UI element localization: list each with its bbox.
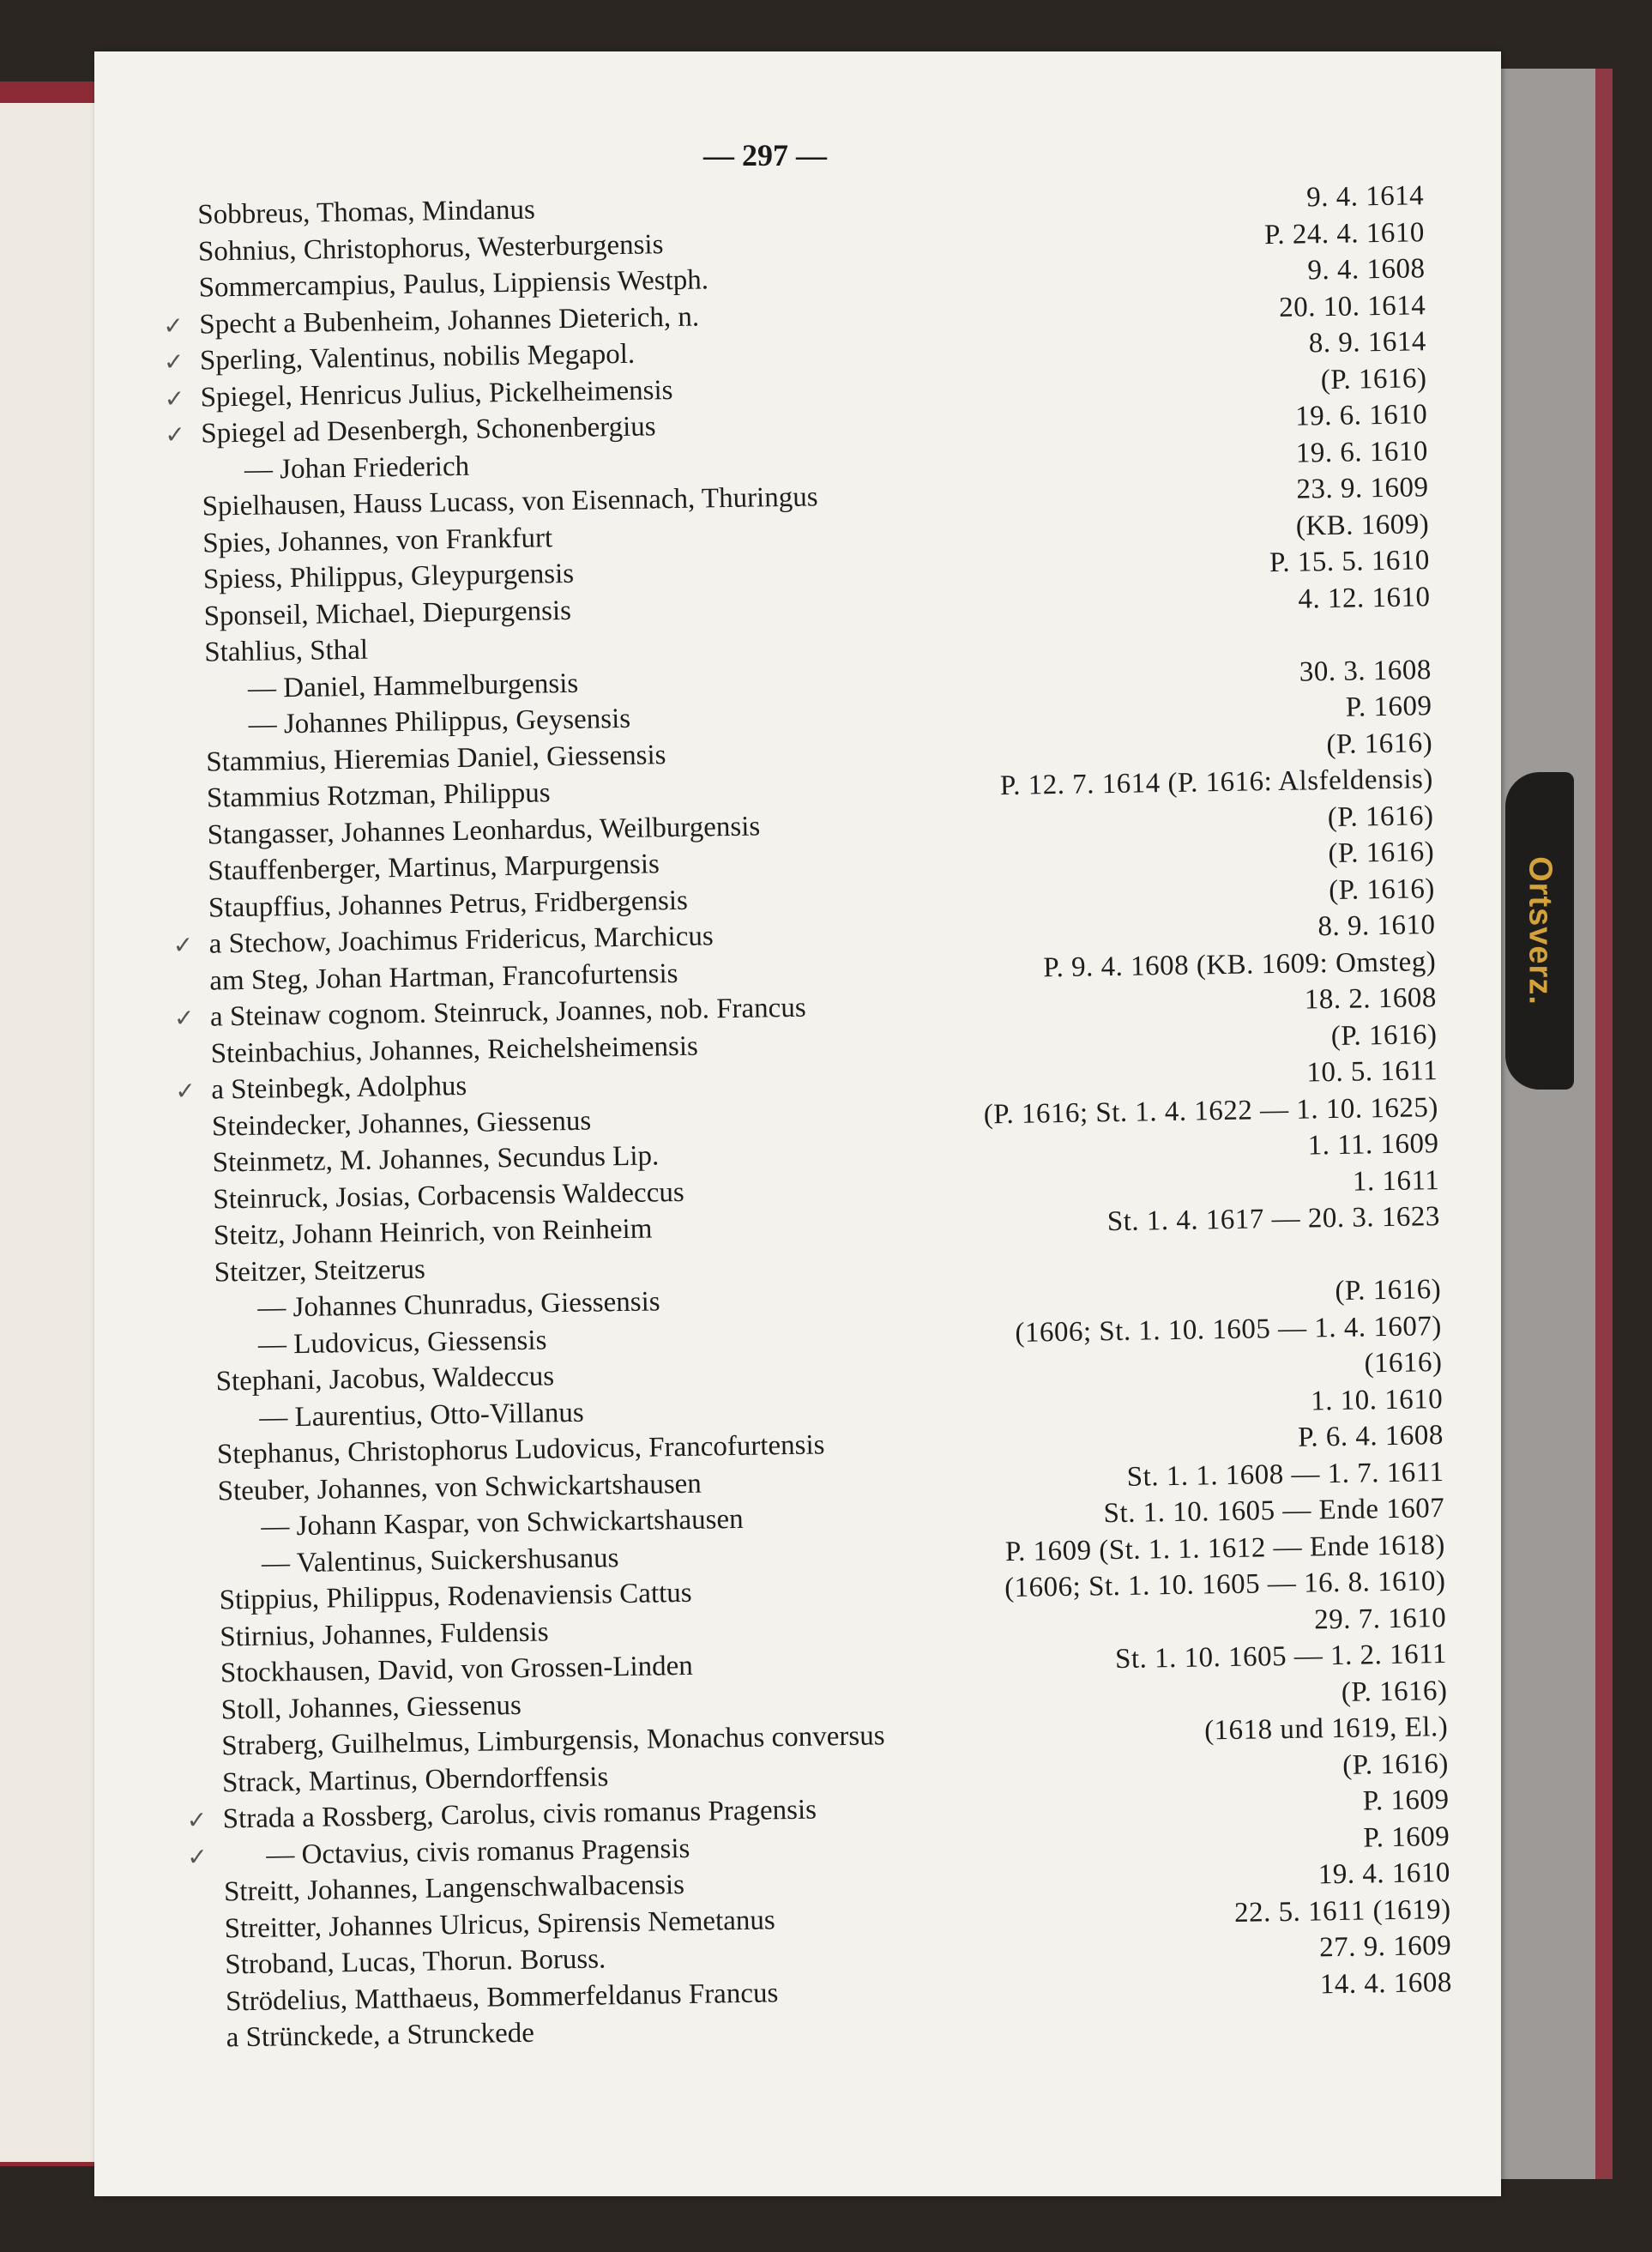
entry-list xyxy=(163,178,1453,2056)
entry-name: Steindecker, Johannes, Giessenus xyxy=(211,1105,592,1143)
entry-date: (P. 1616) xyxy=(1341,1748,1450,1781)
entry-name: Spies, Johannes, von Frankfurt xyxy=(202,522,553,559)
entry-name: Spiegel, Henricus Julius, Pickelheimensis xyxy=(200,374,673,414)
index-tab-label: Ortsverz. xyxy=(1522,856,1559,1005)
check-mark-icon: ✓ xyxy=(186,1807,208,1835)
entry-name: a Strünckede, a Strunckede xyxy=(226,2017,535,2054)
entry-date: P. 9. 4. 1608 (KB. 1609: Omsteg) xyxy=(1043,945,1437,983)
entry-name: Sperling, Valentinus, nobilis Megapol. xyxy=(199,338,636,377)
entry-name: Strack, Martinus, Oberndorffensis xyxy=(221,1760,609,1798)
entry-date: (P. 1616) xyxy=(1335,1274,1442,1307)
entry-date: (P. 1616) xyxy=(1328,836,1435,870)
entry-date: 9. 4. 1614 xyxy=(1305,180,1425,214)
entry-date: P. 1609 xyxy=(1363,1820,1450,1854)
entry-name: Strödelius, Matthaeus, Bommerfeldanus Francus xyxy=(225,1977,779,2017)
entry-name: Strada a Rossberg, Carolus, civis romanus Pragensis xyxy=(222,1794,817,1835)
entry-name: a Steinaw cognom. Steinruck, Joannes, nob. Francus xyxy=(209,992,806,1033)
entry-date: P. 6. 4. 1608 xyxy=(1297,1420,1444,1453)
entry-name: Steinruck, Josias, Corbacensis Waldeccus xyxy=(213,1176,684,1216)
check-mark-icon: ✓ xyxy=(173,1005,195,1033)
entry-name: — Laurentius, Otto-Villanus xyxy=(259,1397,584,1434)
entry-name: Steinmetz, M. Johannes, Secundus Lip. xyxy=(212,1140,660,1179)
entry-date: 8. 9. 1610 xyxy=(1317,909,1436,943)
check-mark-icon: ✓ xyxy=(172,932,194,960)
entry-name: — Valentinus, Suickershusanus xyxy=(261,1542,619,1579)
entry-name: a Stechow, Joachimus Fridericus, Marchicus xyxy=(208,921,714,960)
entry-date: (1606; St. 1. 10. 1605 — 1. 4. 1607) xyxy=(1015,1310,1443,1349)
entry-date: (P. 1616) xyxy=(1328,872,1436,906)
entry-date: 19. 6. 1610 xyxy=(1294,399,1428,432)
entry-name: Stirnius, Johannes, Fuldensis xyxy=(220,1615,549,1652)
entry-date: 1. 11. 1609 xyxy=(1307,1128,1439,1162)
check-mark-icon: ✓ xyxy=(164,385,185,413)
entry-date: St. 1. 10. 1605 — 1. 2. 1611 xyxy=(1114,1639,1448,1675)
entry-name: Steitzer, Steitzerus xyxy=(214,1253,426,1289)
check-mark-icon: ✓ xyxy=(163,312,184,340)
entry-date: (KB. 1609) xyxy=(1295,508,1430,542)
entry-name: Stauffenberger, Martinus, Marpurgensis xyxy=(208,848,660,887)
entry-date: 27. 9. 1609 xyxy=(1318,1929,1452,1964)
entry-date: St. 1. 10. 1605 — Ende 1607 xyxy=(1103,1493,1445,1530)
entry-name: Spielhausen, Hauss Lucass, von Eisennach, Thuringus xyxy=(202,481,818,522)
index-tab[interactable] xyxy=(1505,772,1574,1090)
entry-name: Stoll, Johannes, Giessenus xyxy=(220,1689,522,1725)
entry-date: P. 1609 xyxy=(1362,1784,1450,1817)
cover-edge xyxy=(1492,69,1595,2179)
entry-name: Steitz, Johann Heinrich, von Reinheim xyxy=(213,1213,653,1252)
entry-name: Staupffius, Johannes Petrus, Fridbergensis xyxy=(208,884,689,924)
entry-date: 14. 4. 1608 xyxy=(1319,1966,1453,2000)
entry-date: 22. 5. 1611 (1619) xyxy=(1233,1893,1451,1929)
entry-date: P. 1609 xyxy=(1345,691,1432,723)
entry-date: 1. 1611 xyxy=(1352,1164,1440,1198)
entry-date: 9. 4. 1608 xyxy=(1307,253,1426,287)
entry-date: (P. 1616) xyxy=(1327,800,1434,833)
entry-date: 1. 10. 1610 xyxy=(1310,1383,1444,1416)
entry-name: Sponseil, Michael, Diepurgensis xyxy=(203,595,572,632)
entry-name: Stangasser, Johannes Leonhardus, Weilburgensis xyxy=(207,810,761,851)
entry-date: (1618 und 1619, El.) xyxy=(1203,1712,1449,1747)
entry-name: Streitter, Johannes Ulricus, Spirensis Nemetanus xyxy=(224,1904,775,1944)
entry-name: am Steg, Johan Hartman, Francofurtensis xyxy=(209,957,678,997)
entry-date: St. 1. 1. 1608 — 1. 7. 1611 xyxy=(1126,1456,1444,1493)
entry-date: 30. 3. 1608 xyxy=(1299,654,1432,688)
entry-name: Stroband, Lucas, Thorun. Boruss. xyxy=(225,1943,606,1981)
check-mark-icon: ✓ xyxy=(175,1078,196,1106)
entry-name: Spiess, Philippus, Gleypurgensis xyxy=(202,558,575,595)
entry-date: (P. 1616) xyxy=(1330,1018,1438,1052)
entry-name: Steuber, Johannes, von Schwickartshausen xyxy=(217,1468,702,1506)
entry-name: — Johannes Philippus, Geysensis xyxy=(248,703,631,740)
entry-date: (P. 1616) xyxy=(1341,1675,1448,1708)
entry-name: Spiegel ad Desenbergh, Schonenbergius xyxy=(201,411,656,450)
entry-date: St. 1. 4. 1617 — 20. 3. 1623 xyxy=(1106,1201,1441,1238)
entry-name: — Daniel, Hammelburgensis xyxy=(247,667,579,704)
entry-name: — Johann Kaspar, von Schwickartshausen xyxy=(261,1503,744,1543)
entry-name: Stockhausen, David, von Grossen-Linden xyxy=(220,1650,694,1689)
entry-name: Stephani, Jacobus, Waldeccus xyxy=(215,1361,555,1398)
entry-name: — Ludovicus, Giessensis xyxy=(257,1324,547,1361)
entry-name: Stammius Rotzman, Philippus xyxy=(206,777,551,814)
entry-name: Stahlius, Sthal xyxy=(204,634,369,668)
entry-date: P. 1609 (St. 1. 1. 1612 — Ende 1618) xyxy=(1004,1529,1446,1567)
entry-date: (P. 1616; St. 1. 4. 1622 — 1. 10. 1625) xyxy=(983,1091,1439,1130)
entry-name: Specht a Bubenheim, Johannes Dieterich, n. xyxy=(199,301,700,341)
entry-date: P. 24. 4. 1610 xyxy=(1263,216,1426,251)
entry-date: 10. 5. 1611 xyxy=(1306,1055,1438,1089)
check-mark-icon: ✓ xyxy=(165,421,186,450)
entry-date: 23. 9. 1609 xyxy=(1296,472,1429,505)
entry-date: 20. 10. 1614 xyxy=(1278,289,1426,323)
entry-date: 29. 7. 1610 xyxy=(1313,1602,1447,1635)
entry-name: Sommercampius, Paulus, Lippiensis Westph. xyxy=(198,264,709,304)
entry-name: — Johan Friederich xyxy=(244,450,470,486)
entry-date: 8. 9. 1614 xyxy=(1308,326,1427,359)
check-mark-icon: ✓ xyxy=(187,1844,208,1871)
entry-name: Straberg, Guilhelmus, Limburgensis, Monachus conversus xyxy=(221,1720,885,1762)
check-mark-icon: ✓ xyxy=(163,348,184,377)
entry-name: Stippius, Philippus, Rodenaviensis Cattus xyxy=(219,1577,692,1616)
entry-date: (P. 1616) xyxy=(1326,727,1433,760)
page-number: — 297 — xyxy=(703,138,827,172)
entry-date: 19. 4. 1610 xyxy=(1317,1857,1451,1891)
entry-date: (P. 1616) xyxy=(1320,362,1427,395)
previous-page-edge xyxy=(0,103,105,2162)
entry-name: Sohnius, Christophorus, Westerburgensis xyxy=(197,228,664,268)
entry-date: P. 12. 7. 1614 (P. 1616: Alsfeldensis) xyxy=(999,764,1434,802)
entry-date: P. 15. 5. 1610 xyxy=(1269,545,1431,579)
entry-date: 4. 12. 1610 xyxy=(1298,581,1431,615)
entry-date: (1616) xyxy=(1364,1347,1443,1380)
entry-date: (1606; St. 1. 10. 1605 — 16. 8. 1610) xyxy=(1004,1566,1446,1604)
entry-name: — Johannes Chunradus, Giessensis xyxy=(257,1286,660,1324)
entry-name: a Steinbegk, Adolphus xyxy=(211,1070,467,1106)
entry-date: 18. 2. 1608 xyxy=(1304,982,1438,1016)
entry-name: Sobbreus, Thomas, Mindanus xyxy=(197,194,536,231)
entry-name: Stammius, Hieremias Daniel, Giessensis xyxy=(206,739,666,778)
entry-name: Streitt, Johannes, Langenschwalbacensis xyxy=(223,1869,685,1908)
entry-name: Steinbachius, Johannes, Reichelsheimensis xyxy=(210,1030,699,1070)
entry-name: Stephanus, Christophorus Ludovicus, Francofurtensis xyxy=(216,1429,825,1470)
entry-name: — Octavius, civis romanus Pragensis xyxy=(266,1832,690,1871)
entry-date: 19. 6. 1610 xyxy=(1295,435,1429,469)
